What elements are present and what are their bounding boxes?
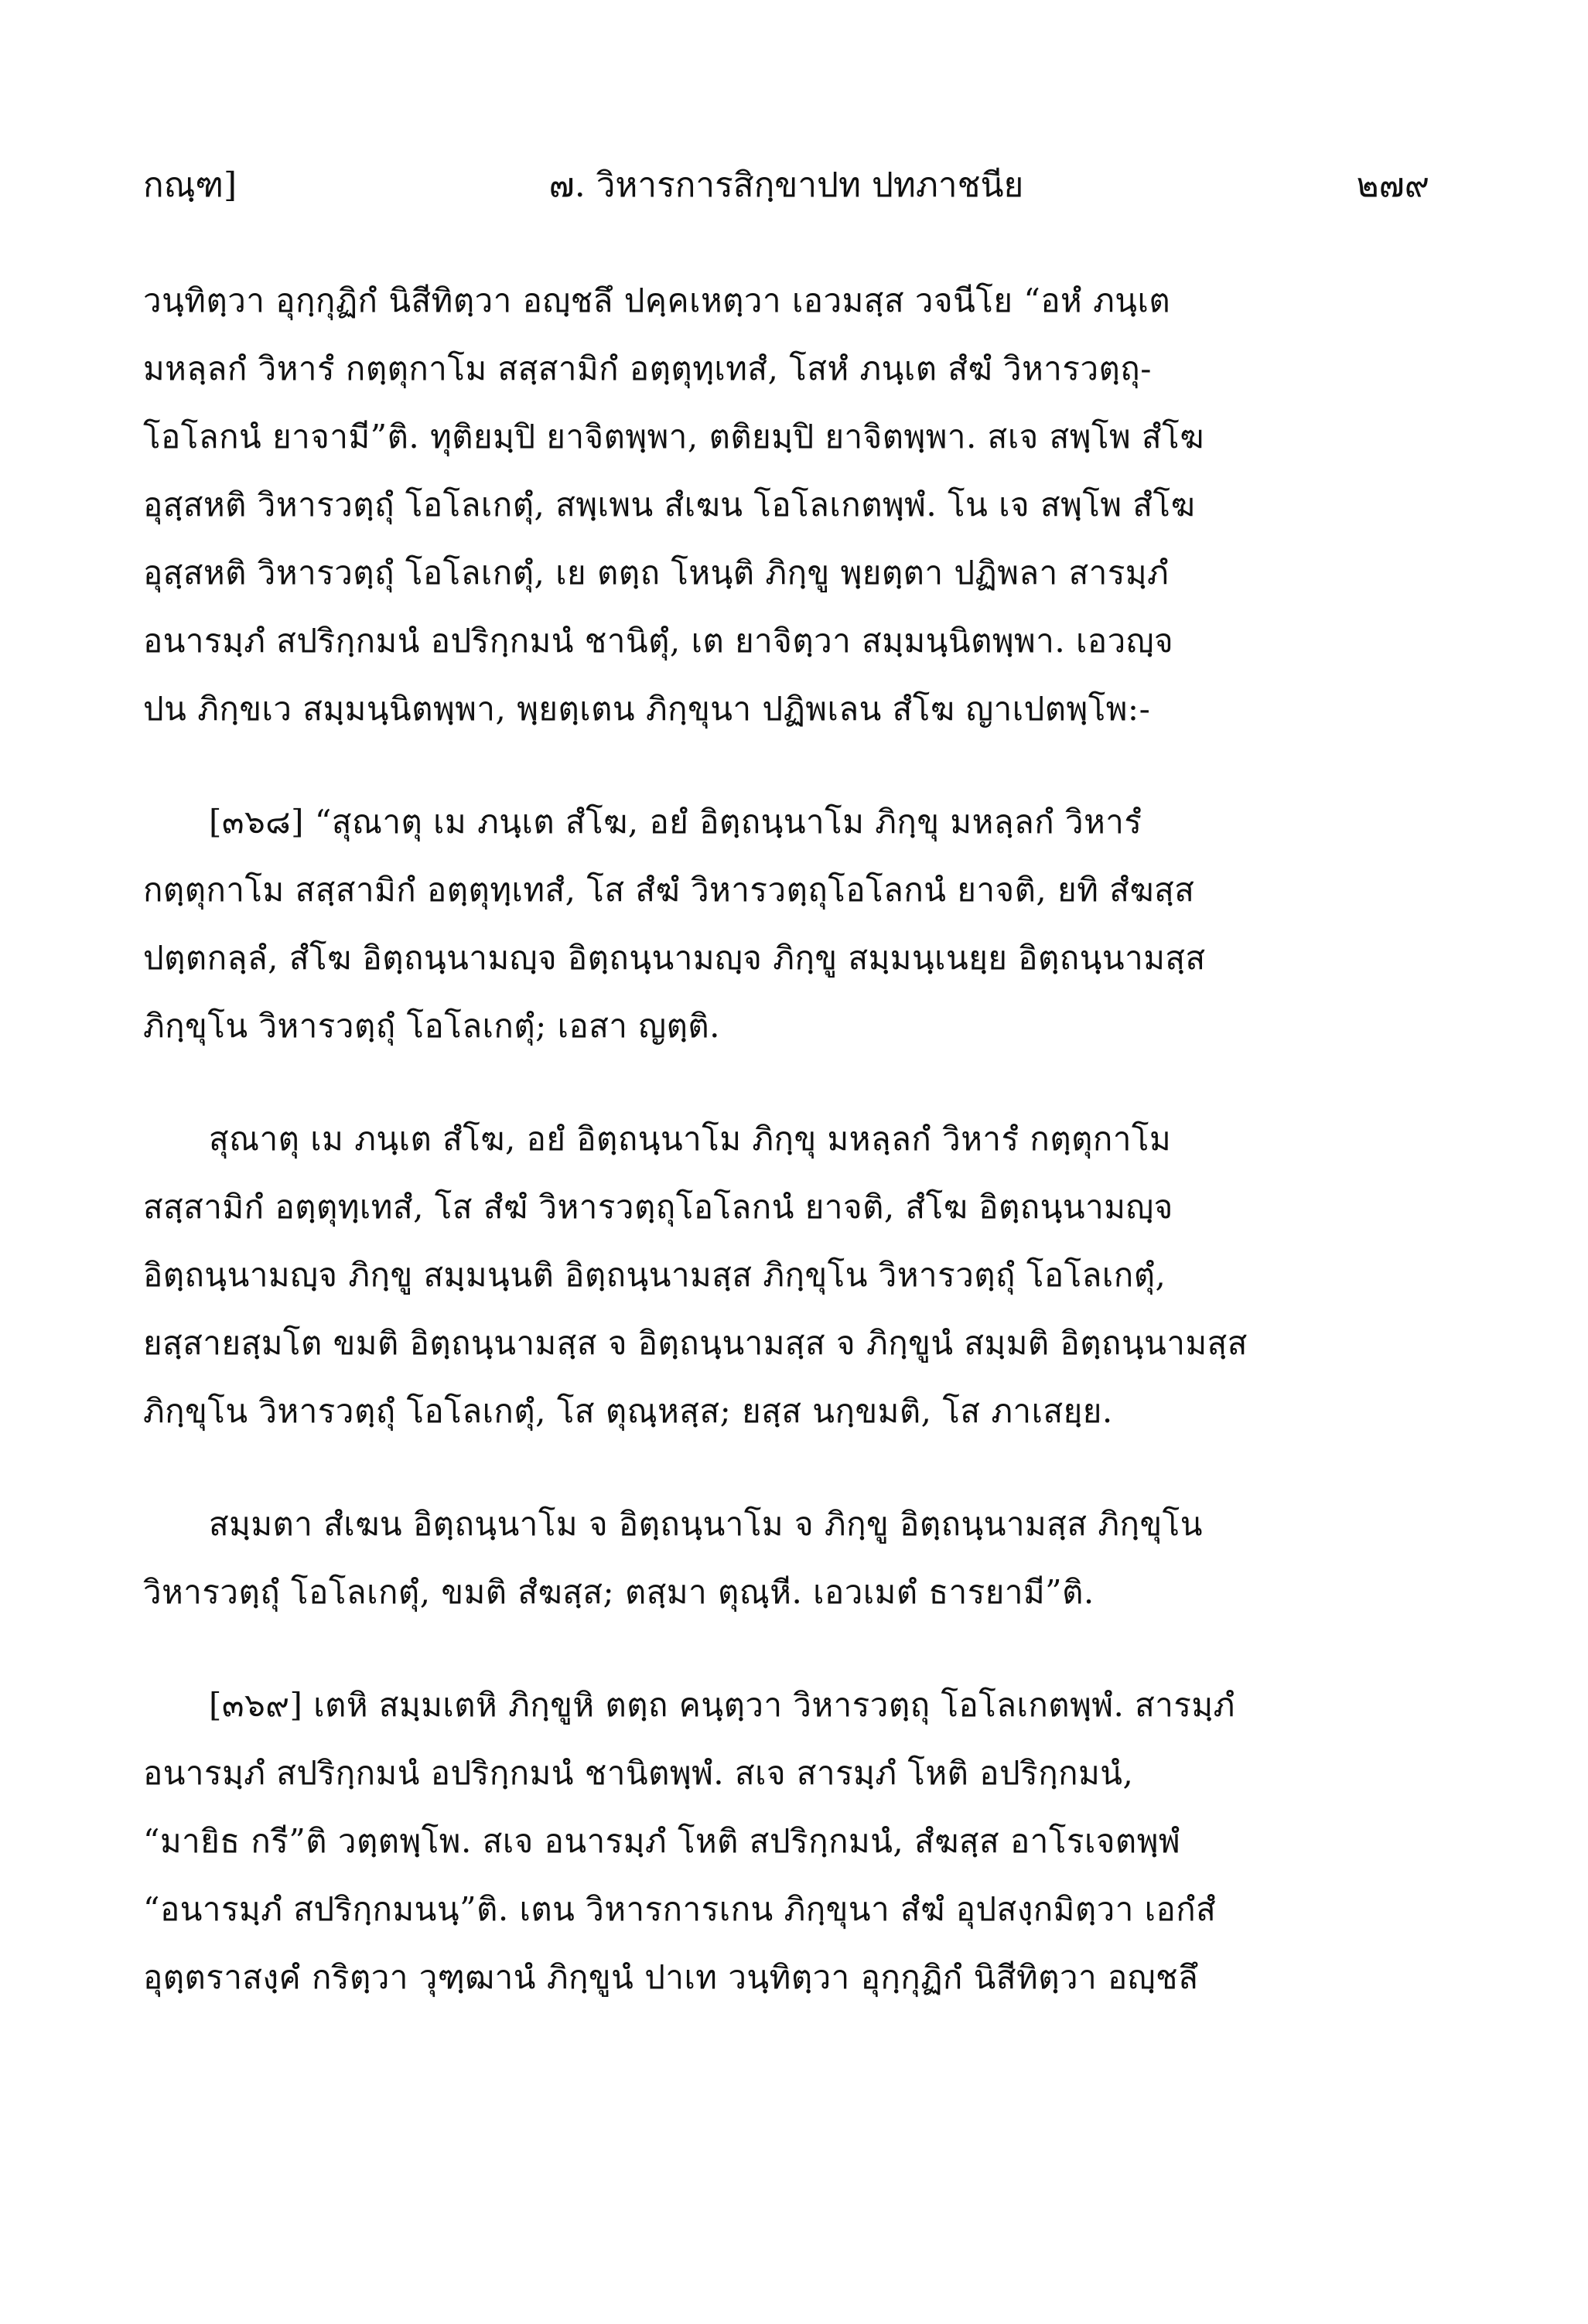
text-line: กตฺตุกาโม สสฺสามิกํ อตฺตุทฺเทสํ, โส สํฆํ วิหารวตฺถุโอโลกนํ ยาจติ, ยทิ สํฆสฺส bbox=[143, 871, 1195, 909]
paragraph-5 bbox=[143, 1671, 1429, 2012]
text-line: วิหารวตฺถุํ โอโลเกตุํ, ขมติ สํฆสฺส; ตสฺมา ตุณฺหี. เอวเมตํ ธารยามี”ติ. bbox=[143, 1573, 1095, 1611]
text-line: [๓๖๘] “สุณาตุ เม ภนฺเต สํโฆ, อยํ อิตฺถนฺนาโม ภิกฺขุ มหลฺลกํ วิหารํ bbox=[209, 803, 1142, 841]
paragraph-3 bbox=[143, 1105, 1429, 1445]
page-body bbox=[143, 267, 1429, 2056]
text-line: ภิกฺขุโน วิหารวตฺถุํ โอโลเกตุํ; เอสา ญตฺติ. bbox=[143, 1007, 720, 1045]
text-line: โอโลกนํ ยาจามี”ติ. ทุติยมฺปิ ยาจิตพฺพา, ตติยมฺปิ ยาจิตพฺพา. สเจ สพฺโพ สํโฆ bbox=[143, 418, 1204, 456]
running-header bbox=[143, 159, 1429, 213]
text-line: [๓๖๙] เตหิ สมฺมเตหิ ภิกฺขูหิ ตตฺถ คนฺตฺวา วิหารวตฺถุ โอโลเกตพฺพํ. สารมฺภํ bbox=[209, 1686, 1235, 1724]
text-line: อุสฺสหติ วิหารวตฺถุํ โอโลเกตุํ, เย ตตฺถ โหนฺติ ภิกฺขู พฺยตฺตา ปฏิพลา สารมฺภํ bbox=[143, 554, 1170, 592]
text-line: วนฺทิตฺวา อุกฺกุฏิกํ นิสีทิตฺวา อญฺชลึ ปคฺคเหตฺวา เอวมสฺส วจนีโย “อหํ ภนฺเต bbox=[143, 282, 1171, 319]
paragraph-2 bbox=[143, 788, 1429, 1060]
text-line: อิตฺถนฺนามญฺจ ภิกฺขู สมฺมนฺนติ อิตฺถนฺนามสฺส ภิกฺขุโน วิหารวตฺถุํ โอโลเกตุํ, bbox=[143, 1256, 1166, 1294]
text-line: “มายิธ กรี”ติ วตฺตพฺโพ. สเจ อนารมฺภํ โหติ สปริกฺกมนํ, สํฆสฺส อาโรเจตพฺพํ bbox=[143, 1822, 1181, 1860]
header-title: ๗. วิหารการสิกฺขาปท ปทภาชนีย bbox=[548, 166, 1024, 205]
text-line: อุสฺสหติ วิหารวตฺถุํ โอโลเกตุํ, สพฺเพน สํเฆน โอโลเกตพฺพํ. โน เจ สพฺโพ สํโฆ bbox=[143, 486, 1196, 524]
text-line: อนารมฺภํ สปริกฺกมนํ อปริกฺกมนํ ชานิตุํ, เต ยาจิตฺวา สมฺมนฺนิตพฺพา. เอวญฺจ bbox=[143, 622, 1174, 660]
text-line: ปตฺตกลฺลํ, สํโฆ อิตฺถนฺนามญฺจ อิตฺถนฺนามญฺจ ภิกฺขู สมฺมนฺเนยฺย อิตฺถนฺนามสฺส bbox=[143, 939, 1206, 977]
text-line: มหลฺลกํ วิหารํ กตฺตุกาโม สสฺสามิกํ อตฺตุทฺเทสํ, โสหํ ภนฺเต สํฆํ วิหารวตฺถุ- bbox=[143, 350, 1152, 387]
header-section-mark: กณฺฑ] bbox=[143, 166, 237, 205]
text-line: สุณาตุ เม ภนฺเต สํโฆ, อยํ อิตฺถนฺนาโม ภิกฺขุ มหลฺลกํ วิหารํ กตฺตุกาโม bbox=[209, 1120, 1172, 1158]
page-number: ๒๗๙ bbox=[1356, 166, 1429, 205]
text-line: สสฺสามิกํ อตฺตุทฺเทสํ, โส สํฆํ วิหารวตฺถุโอโลกนํ ยาจติ, สํโฆ อิตฺถนฺนามญฺจ bbox=[143, 1188, 1173, 1226]
text-line: อนารมฺภํ สปริกฺกมนํ อปริกฺกมนํ ชานิตพฺพํ. สเจ สารมฺภํ โหติ อปริกฺกมนํ, bbox=[143, 1754, 1134, 1792]
paragraph-4 bbox=[143, 1490, 1429, 1626]
text-line: ยสฺสายสฺมโต ขมติ อิตฺถนฺนามสฺส จ อิตฺถนฺนามสฺส จ ภิกฺขูนํ สมฺมติ อิตฺถนฺนามสฺส bbox=[143, 1324, 1248, 1362]
text-line: อุตฺตราสงฺคํ กริตฺวา วุฑฺฒานํ ภิกฺขูนํ ปาเท วนฺทิตฺวา อุกฺกุฏิกํ นิสีทิตฺวา อญฺชลึ bbox=[143, 1958, 1199, 1996]
text-line: ปน ภิกฺขเว สมฺมนฺนิตพฺพา, พฺยตฺเตน ภิกฺขุนา ปฏิพเลน สํโฆ ญาเปตพฺโพ:- bbox=[143, 690, 1151, 728]
text-line: “อนารมฺภํ สปริกฺกมนนฺ”ติ. เตน วิหารการเกน ภิกฺขุนา สํฆํ อุปสงฺกมิตฺวา เอกํสํ bbox=[143, 1890, 1217, 1928]
text-line: สมฺมตา สํเฆน อิตฺถนฺนาโม จ อิตฺถนฺนาโม จ ภิกฺขู อิตฺถนฺนามสฺส ภิกฺขุโน bbox=[209, 1505, 1203, 1543]
paragraph-1 bbox=[143, 267, 1429, 743]
text-line: ภิกฺขุโน วิหารวตฺถุํ โอโลเกตุํ, โส ตุณฺหสฺส; ยสฺส นกฺขมติ, โส ภาเสยฺย. bbox=[143, 1392, 1113, 1430]
